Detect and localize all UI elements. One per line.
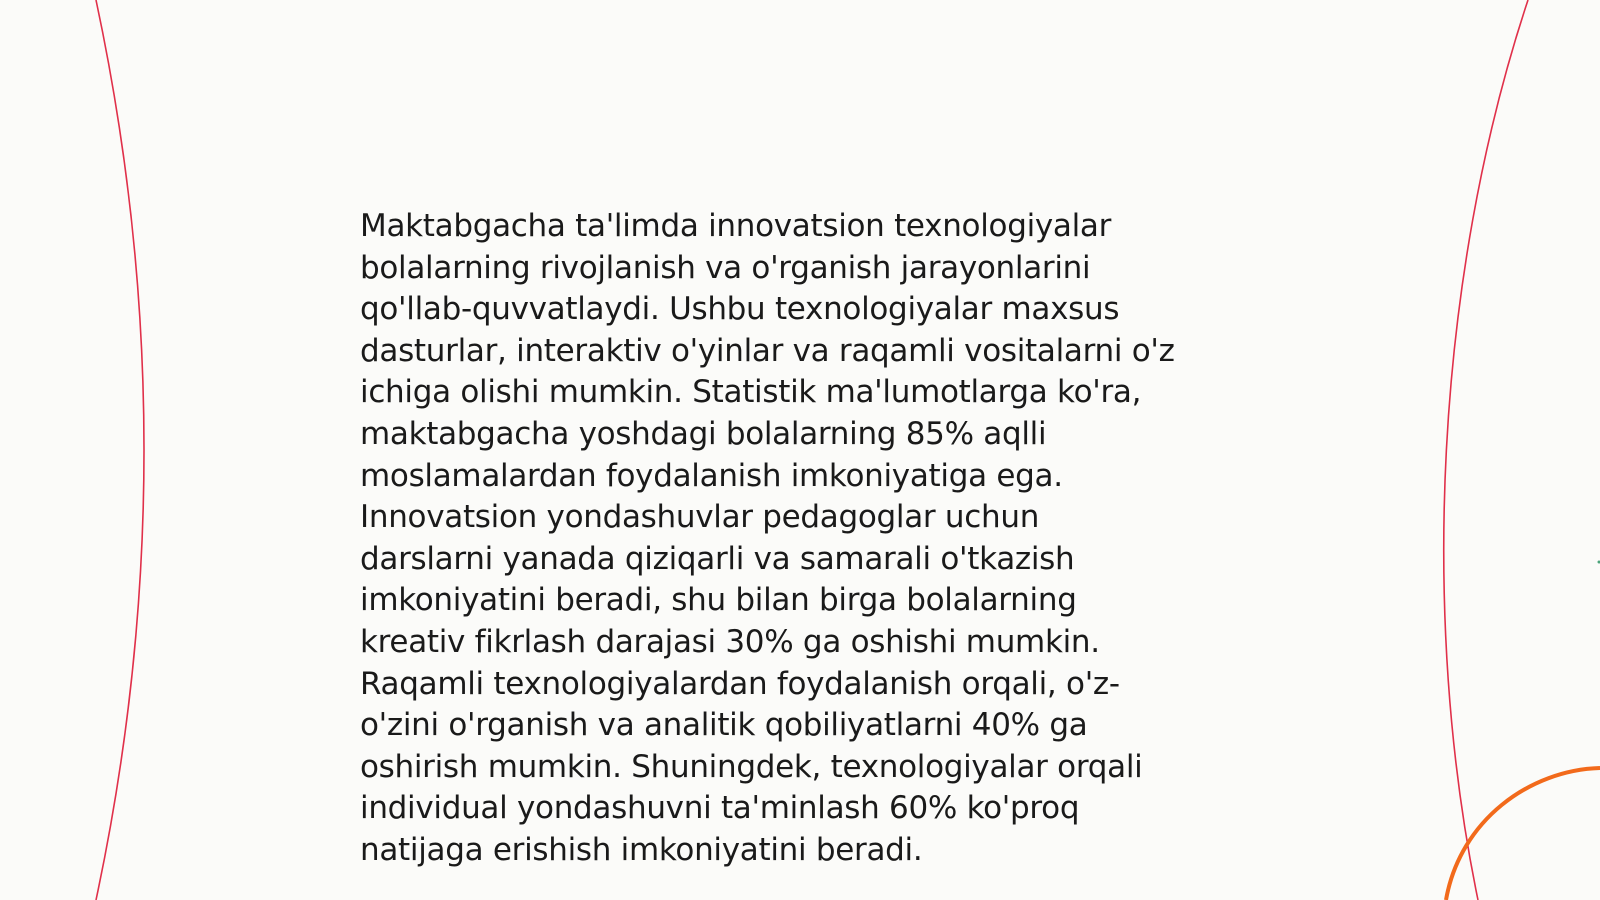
body-line: qo'llab-quvvatlaydi. Ushbu texnologiyalar maxsus (360, 291, 1120, 328)
body-line: dasturlar, interaktiv o'yinlar va raqamli vositalarni o'z (360, 332, 1175, 369)
corner-orange-arc (1446, 768, 1600, 900)
body-line: ichiga olishi mumkin. Statistik ma'lumotlarga ko'ra, (360, 374, 1142, 411)
body-paragraph (360, 206, 1240, 872)
body-line: Innovatsion yondashuvlar pedagoglar uchun (360, 499, 1040, 536)
body-line: kreativ fikrlash darajasi 30% ga oshishi mumkin. (360, 623, 1100, 660)
body-line: Maktabgacha ta'limda innovatsion texnologiyalar (360, 208, 1112, 244)
body-line: oshirish mumkin. Shuningdek, texnologiyalar orqali (360, 748, 1143, 785)
body-line: maktabgacha yoshdagi bolalarning 85% aqlli (360, 415, 1047, 452)
body-line: individual yondashuvni ta'minlash 60% ko'proq (360, 790, 1080, 827)
left-arc-line (96, 0, 144, 900)
body-line: moslamalardan foydalanish imkoniyatiga ega. (360, 457, 1063, 494)
body-line: natijaga erishish imkoniyatini beradi. (360, 831, 923, 868)
body-line: Raqamli texnologiyalardan foydalanish orqali, o'z- (360, 665, 1120, 702)
body-line: bolalarning rivojlanish va o'rganish jarayonlarini (360, 249, 1091, 286)
right-arc-line (1444, 0, 1528, 900)
body-line: o'zini o'rganish va analitik qobiliyatlarni 40% ga (360, 707, 1088, 744)
body-line: darslarni yanada qiziqarli va samarali o'tkazish (360, 540, 1075, 577)
body-line: imkoniyatini beradi, shu bilan birga bolalarning (360, 582, 1077, 619)
